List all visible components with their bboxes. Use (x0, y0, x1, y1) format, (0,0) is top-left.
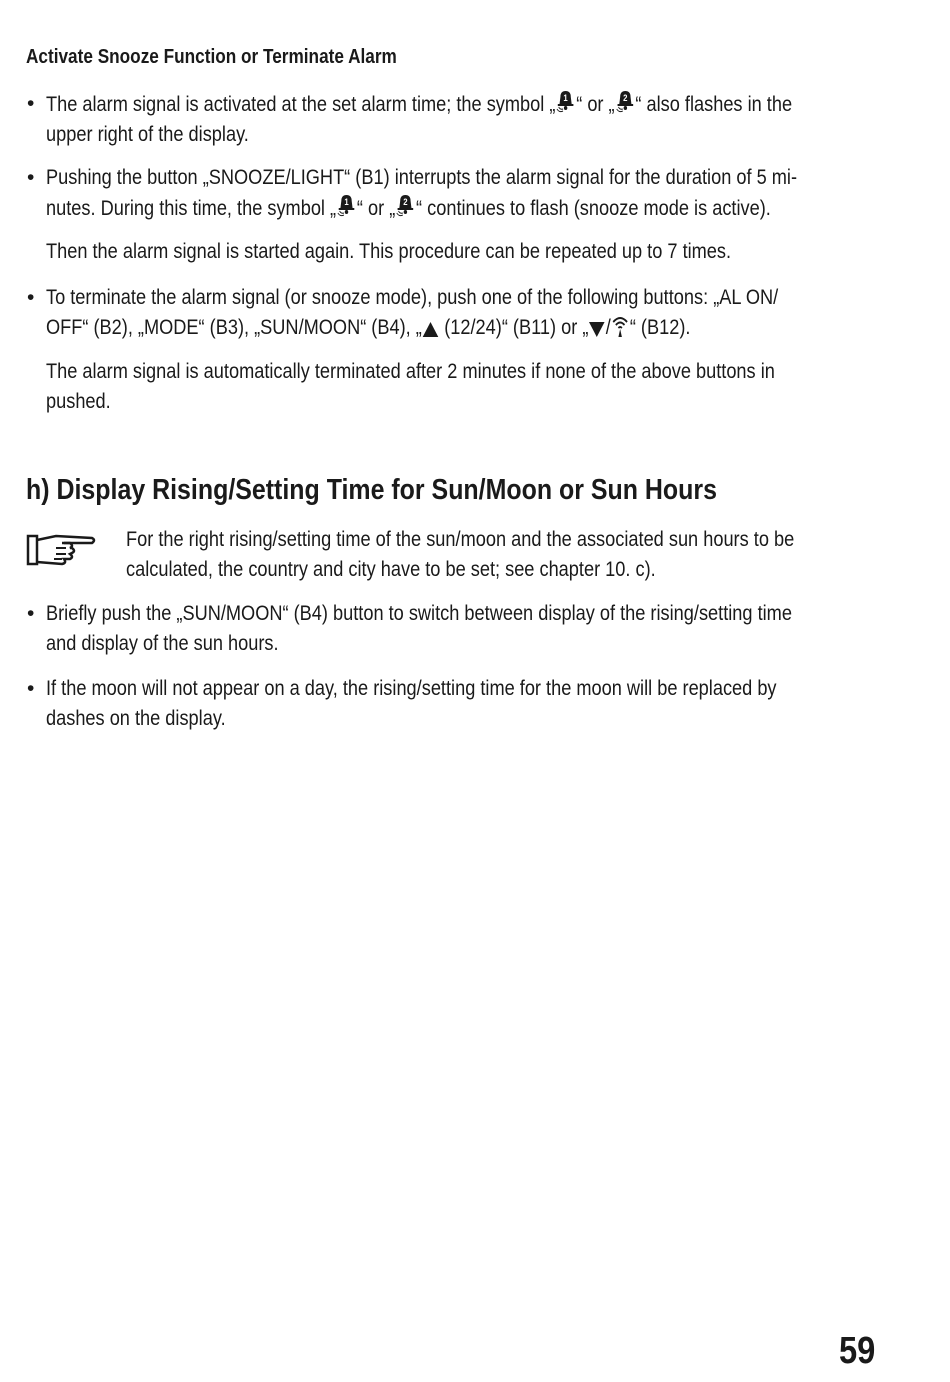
bullet-marker: • (27, 166, 35, 189)
alarm-1-icon (555, 89, 576, 115)
bullet-sun-moon-switch: Briefly push the „SUN/MOON“ (B4) button to switch between display of the rising/setting time and display of the sun hours. (46, 602, 792, 655)
bullet-alarm-activated: The alarm signal is activated at the set alarm time; the symbol „ 1 “ or „ 2 “ also flashes in the upper right of the display. (46, 89, 877, 150)
svg-text:1: 1 (344, 196, 349, 208)
alarm-2-icon (615, 89, 636, 115)
bullet-moon-dashes: If the moon will not appear on a day, the rising/setting time for the moon will be replaced by dashes on the display. (46, 677, 777, 730)
bullet-terminate-alarm: To terminate the alarm signal (or snooze mode), push one of the following buttons: „AL ON/ OFF“ (B2), „MODE“ (B3), „SUN/MOON“ (B4), „ (12/24)“ (B11) or „ / “ (B12). (46, 286, 779, 339)
alarm-2-icon (395, 193, 416, 219)
svg-text:1: 1 (563, 92, 568, 104)
page-number: 59 (839, 1330, 876, 1372)
triangle-up-icon (422, 320, 439, 338)
bullet-marker: • (27, 92, 35, 115)
note-paragraph: For the right rising/setting time of the sun/moon and the associated sun hours to be calculated, the country and city have to be set; see chapter 10. c). (126, 528, 795, 581)
radio-signal-icon (611, 314, 630, 338)
bullet-marker: • (27, 602, 35, 625)
svg-text:2: 2 (403, 196, 408, 208)
triangle-down-icon (588, 320, 605, 338)
pointing-hand-icon (26, 530, 98, 570)
bullet-marker: • (27, 286, 35, 309)
svg-text:2: 2 (622, 92, 628, 104)
alarm-1-icon (336, 193, 357, 219)
snooze-repeat-paragraph: Then the alarm signal is started again. This procedure can be repeated up to 7 times. (46, 240, 732, 263)
bullet-marker: • (27, 677, 35, 700)
sub-heading: Activate Snooze Function or Terminate Alarm (26, 46, 397, 68)
bullet-snooze: Pushing the button „SNOOZE/LIGHT“ (B1) interrupts the alarm signal for the duration of 5 mi- nutes. During this time, the symbol „ 1 “ or „ 2 “ continues to flash (snooze mode is active). (46, 166, 798, 220)
auto-terminate-paragraph: The alarm signal is automatically terminated after 2 minutes if none of the above buttons in pushed. (46, 360, 775, 413)
section-heading: h) Display Rising/Setting Time for Sun/Moon or Sun Hours (26, 474, 717, 506)
